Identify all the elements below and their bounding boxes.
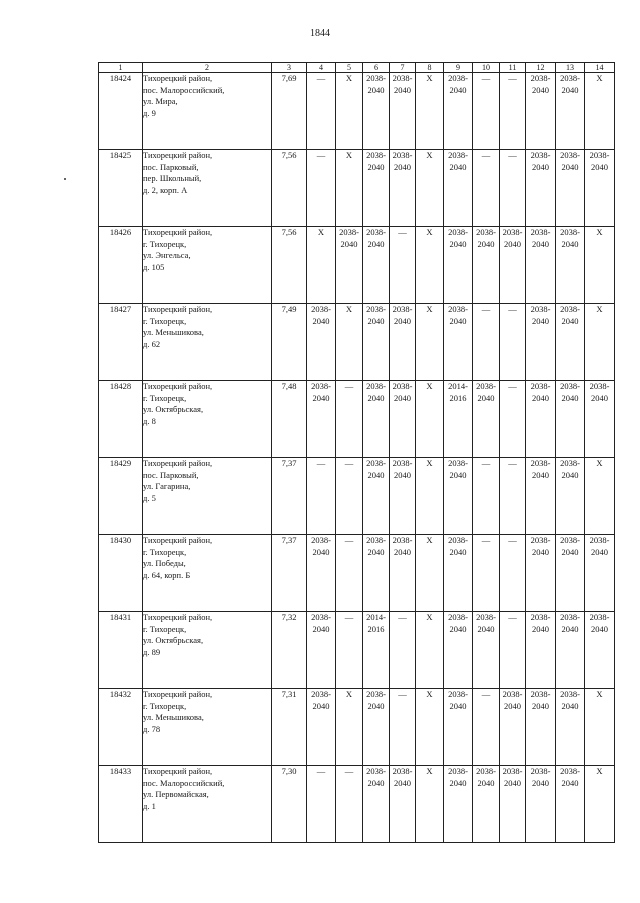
address-cell: Тихорецкий район, пос. Малороссийский, ул. Первомайская, д. 1: [143, 766, 272, 843]
table-row: [99, 304, 615, 381]
value-cell: 7,30: [272, 766, 307, 843]
table-row: [99, 535, 615, 612]
period-cell: X: [585, 227, 615, 304]
period-cell: 2038- 2040: [336, 227, 363, 304]
period-cell: —: [390, 612, 416, 689]
column-header: 8: [416, 63, 444, 73]
table-row: [99, 612, 615, 689]
column-header: 12: [526, 63, 556, 73]
period-cell: —: [336, 612, 363, 689]
value-cell: 7,56: [272, 150, 307, 227]
record-number: 18433: [99, 766, 143, 843]
period-cell: —: [473, 73, 500, 150]
period-cell: 2038- 2040: [526, 766, 556, 843]
period-cell: 2038- 2040: [526, 150, 556, 227]
period-cell: 2038- 2040: [473, 766, 500, 843]
period-cell: —: [500, 381, 526, 458]
column-header: 5: [336, 63, 363, 73]
page-number: 1844: [310, 28, 330, 39]
period-cell: 2014- 2016: [444, 381, 473, 458]
period-cell: 2038- 2040: [363, 458, 390, 535]
period-cell: 2014- 2016: [363, 612, 390, 689]
period-cell: 2038- 2040: [444, 150, 473, 227]
period-cell: 2038- 2040: [363, 381, 390, 458]
period-cell: —: [500, 458, 526, 535]
value-cell: 7,37: [272, 458, 307, 535]
table-row: [99, 381, 615, 458]
period-cell: X: [416, 304, 444, 381]
table-row: [99, 458, 615, 535]
period-cell: 2038- 2040: [526, 689, 556, 766]
period-cell: 2038- 2040: [363, 227, 390, 304]
scan-speck: [64, 178, 66, 180]
period-cell: —: [390, 689, 416, 766]
period-cell: —: [307, 150, 336, 227]
period-cell: 2038- 2040: [390, 304, 416, 381]
period-cell: —: [473, 689, 500, 766]
table-body: [99, 73, 615, 843]
period-cell: 2038- 2040: [500, 766, 526, 843]
period-cell: X: [416, 766, 444, 843]
period-cell: —: [336, 766, 363, 843]
period-cell: 2038- 2040: [526, 304, 556, 381]
period-cell: 2038- 2040: [363, 150, 390, 227]
record-number: 18426: [99, 227, 143, 304]
period-cell: 2038- 2040: [585, 535, 615, 612]
value-cell: 7,31: [272, 689, 307, 766]
period-cell: 2038- 2040: [556, 535, 585, 612]
record-number: 18428: [99, 381, 143, 458]
period-cell: —: [307, 458, 336, 535]
table-row: [99, 766, 615, 843]
period-cell: 2038- 2040: [444, 73, 473, 150]
column-header: 7: [390, 63, 416, 73]
value-cell: 7,48: [272, 381, 307, 458]
column-header: 11: [500, 63, 526, 73]
table-header: [99, 63, 615, 73]
period-cell: —: [473, 535, 500, 612]
period-cell: 2038- 2040: [556, 227, 585, 304]
period-cell: 2038- 2040: [390, 150, 416, 227]
period-cell: 2038- 2040: [526, 535, 556, 612]
record-number: 18425: [99, 150, 143, 227]
period-cell: 2038- 2040: [390, 535, 416, 612]
period-cell: —: [336, 535, 363, 612]
header-row: [99, 63, 615, 73]
period-cell: X: [416, 73, 444, 150]
period-cell: 2038- 2040: [556, 612, 585, 689]
period-cell: 2038- 2040: [363, 304, 390, 381]
record-number: 18429: [99, 458, 143, 535]
period-cell: X: [416, 612, 444, 689]
period-cell: —: [473, 458, 500, 535]
column-header: 10: [473, 63, 500, 73]
column-header: 14: [585, 63, 615, 73]
period-cell: —: [390, 227, 416, 304]
address-cell: Тихорецкий район, г. Тихорецк, ул. Победы, д. 64, корп. Б: [143, 535, 272, 612]
period-cell: 2038- 2040: [390, 766, 416, 843]
value-cell: 7,32: [272, 612, 307, 689]
period-cell: 2038- 2040: [556, 304, 585, 381]
period-cell: —: [500, 304, 526, 381]
value-cell: 7,49: [272, 304, 307, 381]
period-cell: X: [585, 689, 615, 766]
period-cell: 2038- 2040: [556, 73, 585, 150]
record-number: 18431: [99, 612, 143, 689]
address-cell: Тихорецкий район, г. Тихорецк, ул. Октябрьская, д. 89: [143, 612, 272, 689]
period-cell: 2038- 2040: [444, 304, 473, 381]
period-cell: 2038- 2040: [363, 689, 390, 766]
address-cell: Тихорецкий район, пос. Парковый, пер. Школьный, д. 2, корп. А: [143, 150, 272, 227]
period-cell: 2038- 2040: [500, 689, 526, 766]
period-cell: —: [336, 381, 363, 458]
period-cell: X: [416, 458, 444, 535]
period-cell: X: [585, 766, 615, 843]
table-row: [99, 227, 615, 304]
period-cell: 2038- 2040: [500, 227, 526, 304]
address-cell: Тихорецкий район, г. Тихорецк, ул. Меньшикова, д. 62: [143, 304, 272, 381]
period-cell: 2038- 2040: [526, 73, 556, 150]
period-cell: X: [416, 381, 444, 458]
period-cell: —: [336, 458, 363, 535]
period-cell: X: [585, 304, 615, 381]
column-header: 1: [99, 63, 143, 73]
record-number: 18424: [99, 73, 143, 150]
address-cell: Тихорецкий район, г. Тихорецк, ул. Меньшикова, д. 78: [143, 689, 272, 766]
address-cell: Тихорецкий район, г. Тихорецк, ул. Октябрьская, д. 8: [143, 381, 272, 458]
period-cell: —: [500, 535, 526, 612]
period-cell: 2038- 2040: [473, 381, 500, 458]
column-header: 2: [143, 63, 272, 73]
period-cell: 2038- 2040: [444, 535, 473, 612]
period-cell: X: [307, 227, 336, 304]
period-cell: 2038- 2040: [390, 73, 416, 150]
period-cell: 2038- 2040: [363, 535, 390, 612]
period-cell: X: [416, 150, 444, 227]
period-cell: 2038- 2040: [444, 689, 473, 766]
table-row: [99, 689, 615, 766]
period-cell: 2038- 2040: [363, 73, 390, 150]
record-number: 18427: [99, 304, 143, 381]
period-cell: 2038- 2040: [556, 381, 585, 458]
address-cell: Тихорецкий район, г. Тихорецк, ул. Энгельса, д. 105: [143, 227, 272, 304]
period-cell: 2038- 2040: [526, 227, 556, 304]
period-cell: 2038- 2040: [585, 150, 615, 227]
period-cell: 2038- 2040: [390, 381, 416, 458]
period-cell: 2038- 2040: [473, 227, 500, 304]
period-cell: 2038- 2040: [307, 304, 336, 381]
period-cell: 2038- 2040: [526, 458, 556, 535]
period-cell: 2038- 2040: [444, 458, 473, 535]
period-cell: —: [500, 612, 526, 689]
value-cell: 7,56: [272, 227, 307, 304]
column-header: 13: [556, 63, 585, 73]
period-cell: X: [336, 150, 363, 227]
period-cell: X: [585, 458, 615, 535]
period-cell: 2038- 2040: [307, 689, 336, 766]
period-cell: 2038- 2040: [444, 612, 473, 689]
value-cell: 7,69: [272, 73, 307, 150]
period-cell: 2038- 2040: [556, 150, 585, 227]
period-cell: X: [416, 535, 444, 612]
period-cell: 2038- 2040: [556, 766, 585, 843]
address-cell: Тихорецкий район, пос. Малороссийский, ул. Мира, д. 9: [143, 73, 272, 150]
period-cell: X: [416, 689, 444, 766]
period-cell: 2038- 2040: [444, 766, 473, 843]
period-cell: X: [336, 73, 363, 150]
column-header: 6: [363, 63, 390, 73]
period-cell: —: [473, 150, 500, 227]
period-cell: 2038- 2040: [585, 381, 615, 458]
address-cell: Тихорецкий район, пос. Парковый, ул. Гагарина, д. 5: [143, 458, 272, 535]
period-cell: 2038- 2040: [556, 689, 585, 766]
period-cell: —: [500, 150, 526, 227]
period-cell: 2038- 2040: [307, 535, 336, 612]
period-cell: X: [336, 689, 363, 766]
period-cell: —: [307, 766, 336, 843]
table-row: [99, 73, 615, 150]
record-number: 18430: [99, 535, 143, 612]
period-cell: —: [307, 73, 336, 150]
column-header: 4: [307, 63, 336, 73]
period-cell: X: [416, 227, 444, 304]
column-header: 3: [272, 63, 307, 73]
value-cell: 7,37: [272, 535, 307, 612]
column-header: 9: [444, 63, 473, 73]
period-cell: 2038- 2040: [363, 766, 390, 843]
period-cell: X: [585, 73, 615, 150]
period-cell: 2038- 2040: [307, 381, 336, 458]
record-number: 18432: [99, 689, 143, 766]
table-row: [99, 150, 615, 227]
period-cell: 2038- 2040: [526, 381, 556, 458]
period-cell: 2038- 2040: [473, 612, 500, 689]
period-cell: 2038- 2040: [526, 612, 556, 689]
period-cell: —: [473, 304, 500, 381]
period-cell: 2038- 2040: [556, 458, 585, 535]
period-cell: 2038- 2040: [585, 612, 615, 689]
period-cell: —: [500, 73, 526, 150]
period-cell: 2038- 2040: [390, 458, 416, 535]
registry-table: [98, 62, 615, 843]
period-cell: 2038- 2040: [444, 227, 473, 304]
period-cell: 2038- 2040: [307, 612, 336, 689]
period-cell: X: [336, 304, 363, 381]
